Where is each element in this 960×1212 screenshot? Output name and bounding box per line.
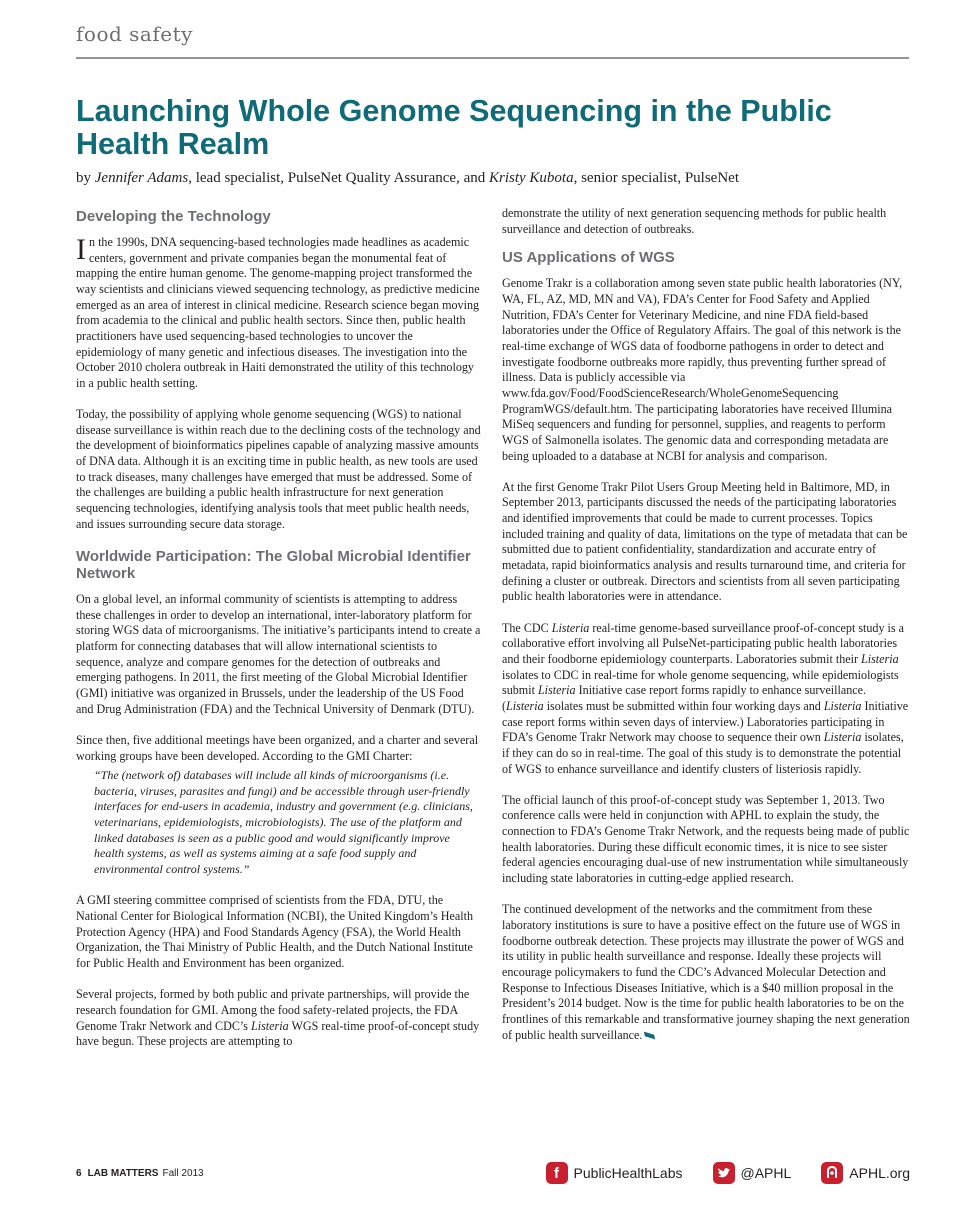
byline — [76, 168, 739, 188]
paragraph — [502, 621, 910, 778]
issue-date: Fall 2013 — [162, 1168, 204, 1179]
paragraph: demonstrate the utility of next generation sequencing methods for public health surveillance and detection of outbreaks. — [502, 206, 887, 236]
listeria-term: Listeria — [823, 698, 862, 713]
paragraph: Today, the possibility of applying whole genome sequencing (WGS) to national disease surveillance is within reach due to the declining costs of the technology and the development of bioinformatics pipelines capable of analyzing massive amounts of DNA data. Although it is an exciting time in public health, as new tools are used to track diseases, many challenges have emerged that must be addressed. Some of the challenges are building a public health infrastructure for next generation sequencing technologies, identifying analysis tools that meet public health needs, and issues surrounding secure data storage. — [76, 407, 481, 531]
paragraph: Since then, five additional meetings have been organized, and a charter and several working groups have been developed. According to the GMI Charter: — [76, 732, 479, 763]
paragraph-text: isolates, if they can do so in real-time. The goal of this study is to demonstrate the potential of WGS to enhance surveillance and identify clusters of listeriosis rapidly. — [502, 730, 904, 776]
paragraph-text: isolates to CDC in real-time for whole genome sequencing, while epidemiologists submit — [502, 667, 899, 698]
article-title: Launching Whole Genome Sequencing in the Public Health Realm — [76, 94, 832, 161]
paragraph-text: WGS real-time proof-of-concept study have begun. These projects are attempting to — [76, 1018, 480, 1049]
heading-us-applications: US Applications of WGS — [502, 249, 675, 267]
website-link[interactable] — [821, 1162, 910, 1184]
listeria-term: Listeria — [506, 698, 544, 713]
heading-worldwide-participation: Worldwide Participation: The Global Microbial Identifier Network — [76, 548, 471, 582]
gmi-charter-quote: “The (network of) databases will include all kinds of microorganisms (i.e. bacteria, viruses, parasites and fungi) and be accessible through user-friendly interfaces for end-users in academia, industry and government (e.g. clinicians, veterinarians, epidemiologists, microbiologists). The use of the platform and linked databases is seen as a public good and would significantly improve health systems, as well as systems aiming at a safe food supply and environmental control systems.” — [94, 768, 473, 877]
twitter-icon — [713, 1162, 735, 1184]
twitter-handle: @APHL — [740, 1165, 792, 1181]
paragraph-text: The continued development of the networks and the commitment from these laboratory institutions is sure to have a positive effect on the future use of WGS in foodborne outbreak detection. These projects may illustrate the power of WGS and its utility in public health surveillance and response. Ideally these projects will encourage policymakers to fund the CDC’s Advanced Molecular Detection and Response to Infectious Diseases Initiative, which is a $40 million proposal in the President’s 2014 budget. Now is the time for public health laboratories to be on the frontlines of this remarkable and transformative journey shaping the next generation of public health surveillance. — [502, 902, 910, 1042]
paragraph — [502, 902, 910, 1043]
paragraph: Genome Trakr is a collaboration among seven state public health laboratories (NY, WA, FL, AZ, MD, MN and VA), FDA’s Center for Food Safety and Applied Nutrition, FDA’s Center for Veterinary Medicine, and nine FDA field-based laboratories under the Office of Regulatory Affairs. The goal of this network is the real-time exchange of WGS data of foodborne pathogens in order to detect and investigate foodborne outbreaks more rapidly, thus preventing further spread of illness. Data is publicly accessible via www.fda.gov/Food/FoodScienceResearch/WholeGenomeSequencing ProgramWGS/default.htm. The participating laboratories have received Illumina MiSeq sequencers and funding for personnel, supplies, and reagents to perform WGS of Salmonella isolates. The genomic data and corresponding metadata are being uploaded to a database at NCBI for analysis and comparison. — [502, 276, 903, 463]
listeria-term: Listeria — [861, 651, 899, 666]
aphl-logo-icon — [821, 1162, 843, 1184]
facebook-link[interactable] — [546, 1162, 683, 1184]
facebook-icon: f — [546, 1162, 568, 1184]
header-rule — [76, 57, 909, 59]
byline-prefix: by — [76, 170, 95, 186]
paragraph: The official launch of this proof-of-concept study was September 1, 2013. Two conference calls were held in conjunction with APHL to explain the study, the connection to FDA’s Genome Trakr Network, and the requests being made of public health laboratories. During these difficult economic times, it is nice to see sister federal agencies encouraging dual-use of new instrumentation while simultaneously including state laboratories in cutting-edge applied research. — [502, 792, 910, 886]
left-column — [76, 205, 481, 1050]
drop-cap: I — [76, 233, 86, 266]
paragraph: On a global level, an informal community of scientists is attempting to address these challenges in order to develop an international, inter-laboratory platform for storing WGS data of microorganisms. The initiative’s participants intend to create a platform for connecting databases that will allow international scientists to sequence, analyze and compare genomes for the detection of outbreaks and emerging pathogens. In 2011, the first meeting of the Global Microbial Identifier (GMI) initiative was organized in Brussels, under the leadership of the US Food and Drug Administration (FDA) and the Technical University of Denmark (DTU). — [76, 592, 481, 716]
twitter-link[interactable] — [713, 1162, 792, 1184]
paragraph: A GMI steering committee comprised of scientists from the FDA, DTU, the National Center for Biological Information (NCBI), the United Kingdom’s Health Protection Agency (HPA) and Food Standards Agency (FSA), the World Health Organization, the Thai Ministry of Public Health, and the Dutch National Institute for Public Health and Environment has been organized. — [76, 893, 473, 970]
listeria-term: Listeria — [537, 683, 576, 698]
paragraph-text: Several projects, formed by both public and private partnerships, will provide the research foundation for GMI. Among the food safety-related projects, the FDA Genome Trakr Network and CDC’s — [76, 987, 470, 1033]
facebook-handle: PublicHealthLabs — [573, 1165, 683, 1181]
paragraph-text: The CDC — [502, 620, 552, 635]
author-1: Jennifer Adams — [94, 170, 189, 186]
paragraph: At the first Genome Trakr Pilot Users Group Meeting held in Baltimore, MD, in September 2013, participants discussed the needs of the participating laboratories and identified improvements that could be made to current processes. Topics included training and quality of data, limitations on the type of metadata that can be submitted due to patient confidentiality, standardization and accurate entry of metadata, rapid bioinformatics analysis and results turnaround time, and criteria for defining a cluster or outbreak. Directors and scientists from all seven participating public health laboratories were in attendance. — [502, 479, 908, 604]
listeria-term: Listeria — [551, 620, 590, 635]
paragraph-text: Initiative case report forms within seven days of interview.) Laboratories participating in FDA’s Genome Trakr Network may choose to sequence their own — [502, 698, 909, 745]
paragraph-text: real-time genome-based surveillance proof-of-concept study is a collaborative effort involving all PulseNet-participating public health laboratories and their foodborne epidemiology counterparts. Laboratories submit their — [502, 620, 905, 666]
page-number: 6 — [76, 1168, 82, 1179]
listeria-term: Listeria — [251, 1018, 289, 1033]
section-tag: food safety — [76, 22, 193, 46]
paragraph-text: n the 1990s, DNA sequencing-based technologies made headlines as academic centers, government and private companies began the monumental feat of mapping the entire human genome. The genome-mapping project transformed the way scientists and clinicians viewed sequencing technology, as predictive medicine emerged as an area of interest in clinical medicine. Research science began moving from academia to the clinical and public health sectors. Since then, public health practitioners have used sequencing-based technologies to uncover the epidemiology of many genetic and infectious diseases. The investigation into the October 2010 cholera outbreak in Haiti demonstrated the utility of this technology in a public health setting. — [76, 235, 480, 390]
right-column — [502, 206, 910, 1043]
footer-social — [546, 1162, 910, 1184]
paragraph — [76, 987, 481, 1050]
website-url: APHL.org — [849, 1165, 910, 1181]
listeria-term: Listeria — [823, 730, 862, 745]
paragraph-text: isolates must be submitted within four working days and — [543, 698, 824, 713]
author-1-role: , lead specialist, PulseNet Quality Assurance, and — [188, 170, 489, 186]
author-2-role: , senior specialist, PulseNet — [573, 170, 739, 186]
paragraph — [76, 235, 481, 392]
magazine-name: LAB MATTERS — [87, 1168, 159, 1179]
author-2: Kristy Kubota — [488, 170, 574, 186]
footer-folio — [76, 1168, 204, 1179]
paragraph-text: Initiative case report forms rapidly to enhance surveillance. ( — [502, 683, 867, 713]
end-mark-icon — [644, 1032, 655, 1040]
heading-developing-technology: Developing the Technology — [76, 208, 271, 225]
